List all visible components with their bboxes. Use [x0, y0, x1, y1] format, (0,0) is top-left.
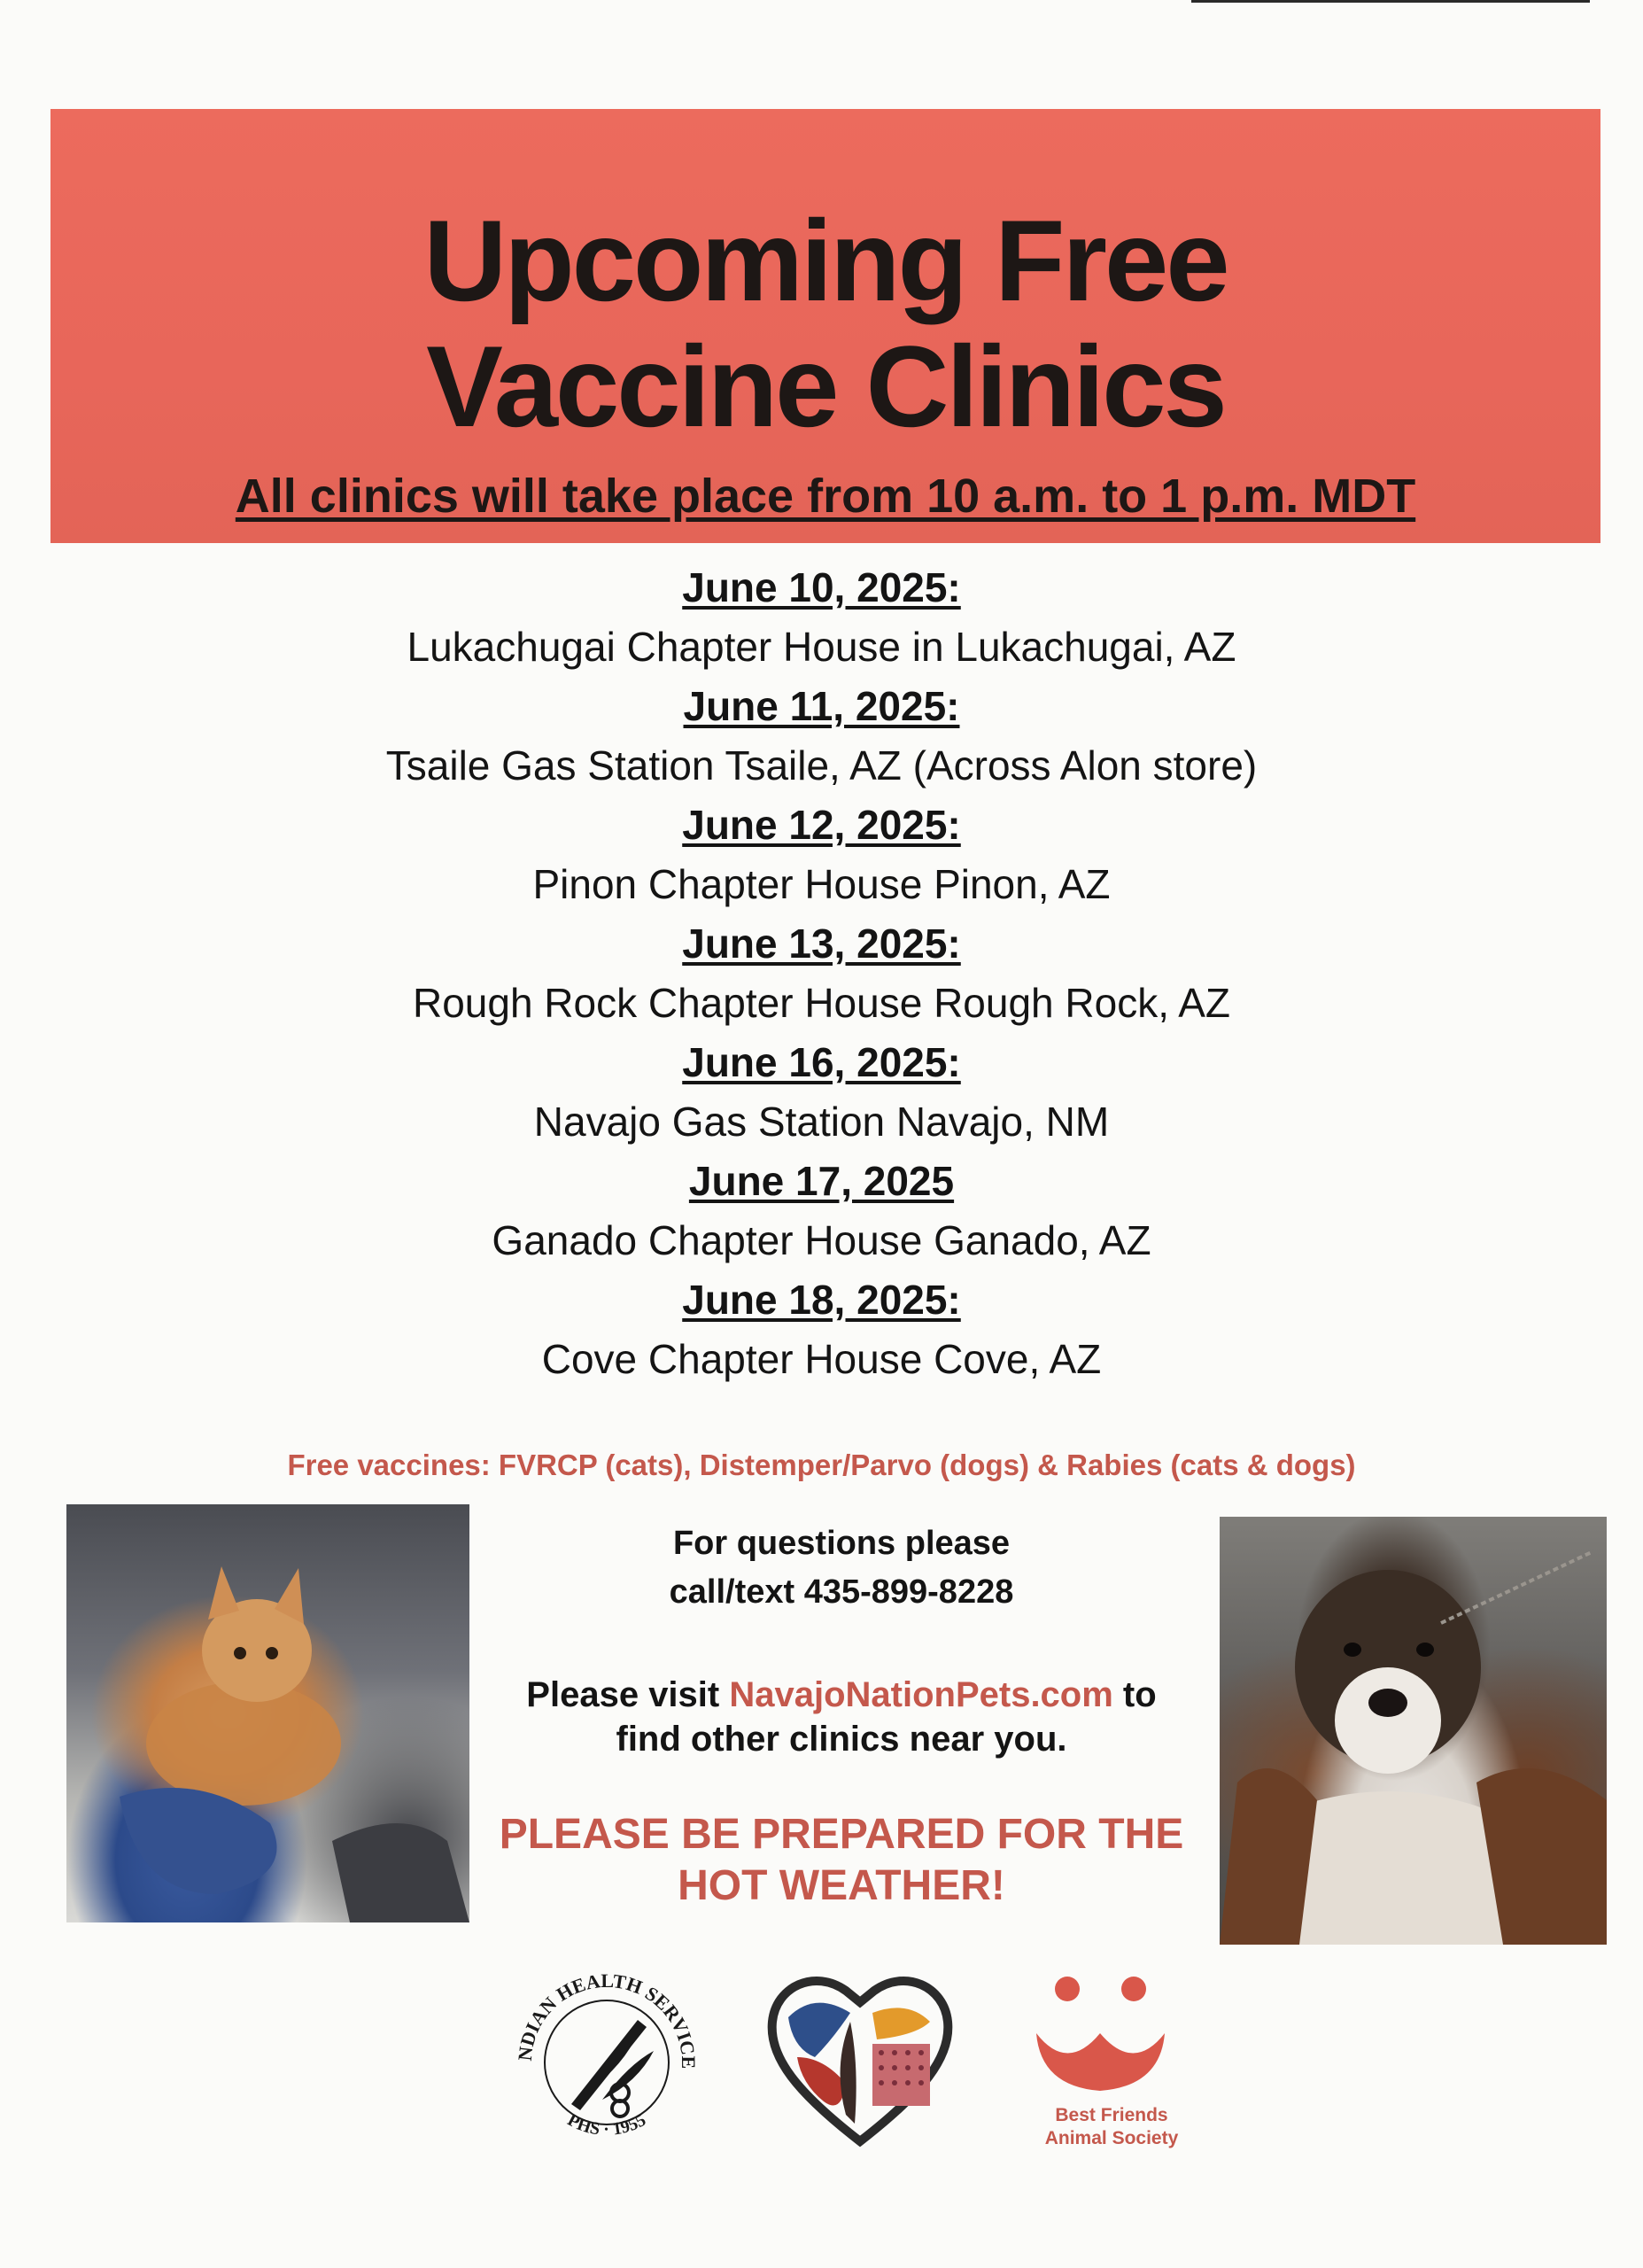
schedule-item — [0, 677, 1643, 796]
visit-line-2: find other clinics near you. — [616, 1720, 1067, 1759]
contact-info — [478, 1519, 1205, 1617]
event-location: Pinon Chapter House Pinon, AZ — [532, 861, 1111, 907]
navajo-nation-pets-logo — [762, 1960, 958, 2156]
schedule-item — [0, 796, 1643, 914]
event-date: June 10, 2025: — [682, 564, 961, 610]
warning-line-2: HOT WEATHER! — [678, 1862, 1005, 1909]
event-location: Ganado Chapter House Ganado, AZ — [492, 1217, 1151, 1263]
contact-phone: call/text 435-899-8228 — [669, 1573, 1014, 1611]
best-friends-logo — [1019, 1962, 1205, 2166]
visit-prefix: Please visit — [526, 1675, 730, 1714]
event-date: June 16, 2025: — [682, 1039, 961, 1085]
title-line-2: Vaccine Clinics — [426, 322, 1225, 451]
weather-warning — [478, 1809, 1205, 1912]
best-friends-icon — [1019, 1962, 1205, 2104]
ihs-seal-bottom-text: PHS · 1955 — [564, 2109, 649, 2140]
event-date: June 12, 2025: — [682, 802, 961, 848]
event-date: June 17, 2025 — [688, 1158, 955, 1204]
schedule-item — [0, 1152, 1643, 1270]
ihs-seal-icon — [505, 1958, 709, 2162]
event-location: Tsaile Gas Station Tsaile, AZ (Across Alon store) — [385, 742, 1258, 788]
event-date: June 18, 2025: — [682, 1277, 961, 1323]
visit-website-text — [478, 1673, 1205, 1761]
vaccines-note: Free vaccines: FVRCP (cats), Distemper/Parvo (dogs) & Rabies (cats & dogs) — [287, 1449, 1356, 1481]
clinic-hours-subtitle: All clinics will take place from 10 a.m. to 1 p.m. MDT — [235, 470, 1416, 523]
page-title — [50, 198, 1600, 449]
schedule-item — [0, 1270, 1643, 1389]
top-rule — [1191, 0, 1590, 3]
kitten-illustration — [66, 1504, 469, 1922]
contact-line-1: For questions please — [672, 1525, 1011, 1562]
indian-health-service-logo — [505, 1958, 709, 2162]
best-friends-name — [1019, 2104, 1205, 2150]
visit-suffix: to — [1112, 1675, 1157, 1714]
event-location: Navajo Gas Station Navajo, NM — [533, 1099, 1110, 1145]
best-friends-line-2: Animal Society — [1044, 2128, 1179, 2148]
schedule-item — [0, 1033, 1643, 1152]
ihs-seal-top-text: NDIAN HEALTH SERVICE — [513, 1969, 701, 2070]
title-line-1: Upcoming Free — [423, 196, 1228, 325]
kitten-photo — [66, 1504, 469, 1922]
clinic-schedule — [0, 558, 1643, 1389]
event-location: Rough Rock Chapter House Rough Rock, AZ — [412, 980, 1231, 1026]
website-link[interactable]: NavajoNationPets.com — [729, 1675, 1113, 1714]
warning-line-1: PLEASE BE PREPARED FOR THE — [499, 1811, 1184, 1858]
event-location: Cove Chapter House Cove, AZ — [541, 1336, 1102, 1382]
schedule-item — [0, 914, 1643, 1033]
schedule-item — [0, 558, 1643, 677]
best-friends-line-1: Best Friends — [1055, 2105, 1168, 2125]
event-location: Lukachugai Chapter House in Lukachugai, AZ — [407, 624, 1236, 670]
event-date: June 11, 2025: — [683, 683, 960, 729]
header-banner — [50, 109, 1600, 543]
event-date: June 13, 2025: — [682, 920, 961, 967]
dog-photo — [1220, 1517, 1607, 1945]
dog-illustration — [1220, 1517, 1607, 1945]
heart-animals-icon — [762, 1960, 958, 2156]
